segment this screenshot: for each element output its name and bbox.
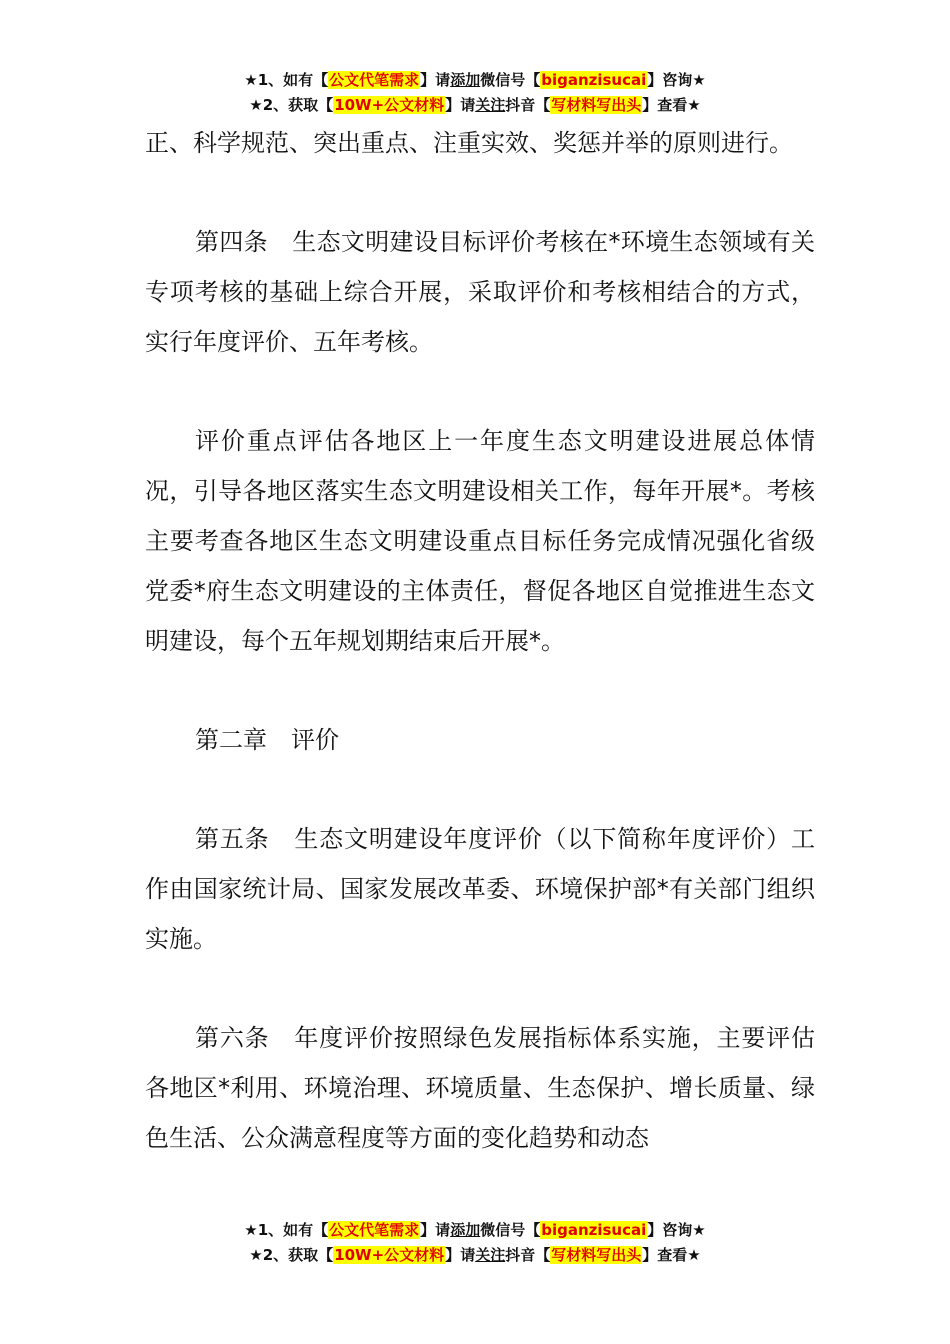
banner-text: 】请 xyxy=(420,71,451,89)
banner-text: ★1、如有【 xyxy=(244,1221,329,1239)
paragraph-article-5: 第五条 生态文明建设年度评价（以下简称年度评价）工作由国家统计局、国家发展改革委、环境保护部*有关部门组织实施。 xyxy=(145,825,815,953)
banner-highlight: 公文代笔需求 xyxy=(329,1221,420,1239)
banner-underline: 关注 xyxy=(475,96,506,114)
banner-text: 抖音【 xyxy=(505,96,551,114)
banner-highlight: 10W+公文材料 xyxy=(334,1246,445,1264)
banner-text: 】请 xyxy=(445,1246,476,1264)
banner-text: 微信号【 xyxy=(480,71,541,89)
banner-text: ★2、获取【 xyxy=(249,96,334,114)
banner-text: 抖音【 xyxy=(505,1246,551,1264)
banner-highlight: biganzisucai xyxy=(541,71,647,89)
banner-underline: 添加 xyxy=(450,71,481,89)
chapter-heading: 第二章 评价 xyxy=(195,726,339,754)
paragraph-article-6: 第六条 年度评价按照绿色发展指标体系实施，主要评估各地区*利用、环境治理、环境质量、生态保护、增长质量、绿色生活、公众满意程度等方面的变化趋势和动态 xyxy=(145,1024,815,1152)
banner-highlight: 写材料写出头 xyxy=(551,96,642,114)
banner-text: 】咨询★ xyxy=(647,1221,706,1239)
banner-line-1 xyxy=(0,1218,950,1243)
banner-line-2 xyxy=(0,93,950,118)
banner-line-1 xyxy=(0,68,950,93)
banner-text: 】请 xyxy=(445,96,476,114)
banner-text: ★1、如有【 xyxy=(244,71,329,89)
top-banner xyxy=(0,68,950,118)
banner-text: 微信号【 xyxy=(480,1221,541,1239)
banner-text: 】咨询★ xyxy=(647,71,706,89)
banner-text: ★2、获取【 xyxy=(249,1246,334,1264)
banner-underline: 关注 xyxy=(475,1246,506,1264)
banner-line-2 xyxy=(0,1243,950,1268)
banner-highlight: 公文代笔需求 xyxy=(329,71,420,89)
banner-text: 】查看★ xyxy=(642,96,701,114)
paragraph-continuation: 正、科学规范、突出重点、注重实效、奖惩并举的原则进行。 xyxy=(145,129,793,157)
banner-text: 】查看★ xyxy=(642,1246,701,1264)
document-body xyxy=(145,118,815,1163)
banner-highlight: biganzisucai xyxy=(541,1221,647,1239)
banner-highlight: 10W+公文材料 xyxy=(334,96,445,114)
banner-highlight: 写材料写出头 xyxy=(551,1246,642,1264)
banner-underline: 添加 xyxy=(450,1221,481,1239)
paragraph-evaluation: 评价重点评估各地区上一年度生态文明建设进展总体情况，引导各地区落实生态文明建设相关工作，每年开展*。考核主要考查各地区生态文明建设重点目标任务完成情况强化省级党委*府生态文明建设的主体责任，督促各地区自觉推进生态文明建设，每个五年规划期结束后开展*。 xyxy=(145,427,815,655)
paragraph-article-4: 第四条 生态文明建设目标评价考核在*环境生态领域有关专项考核的基础上综合开展，采取评价和考核相结合的方式，实行年度评价、五年考核。 xyxy=(145,228,815,356)
banner-text: 】请 xyxy=(420,1221,451,1239)
bottom-banner xyxy=(0,1218,950,1268)
